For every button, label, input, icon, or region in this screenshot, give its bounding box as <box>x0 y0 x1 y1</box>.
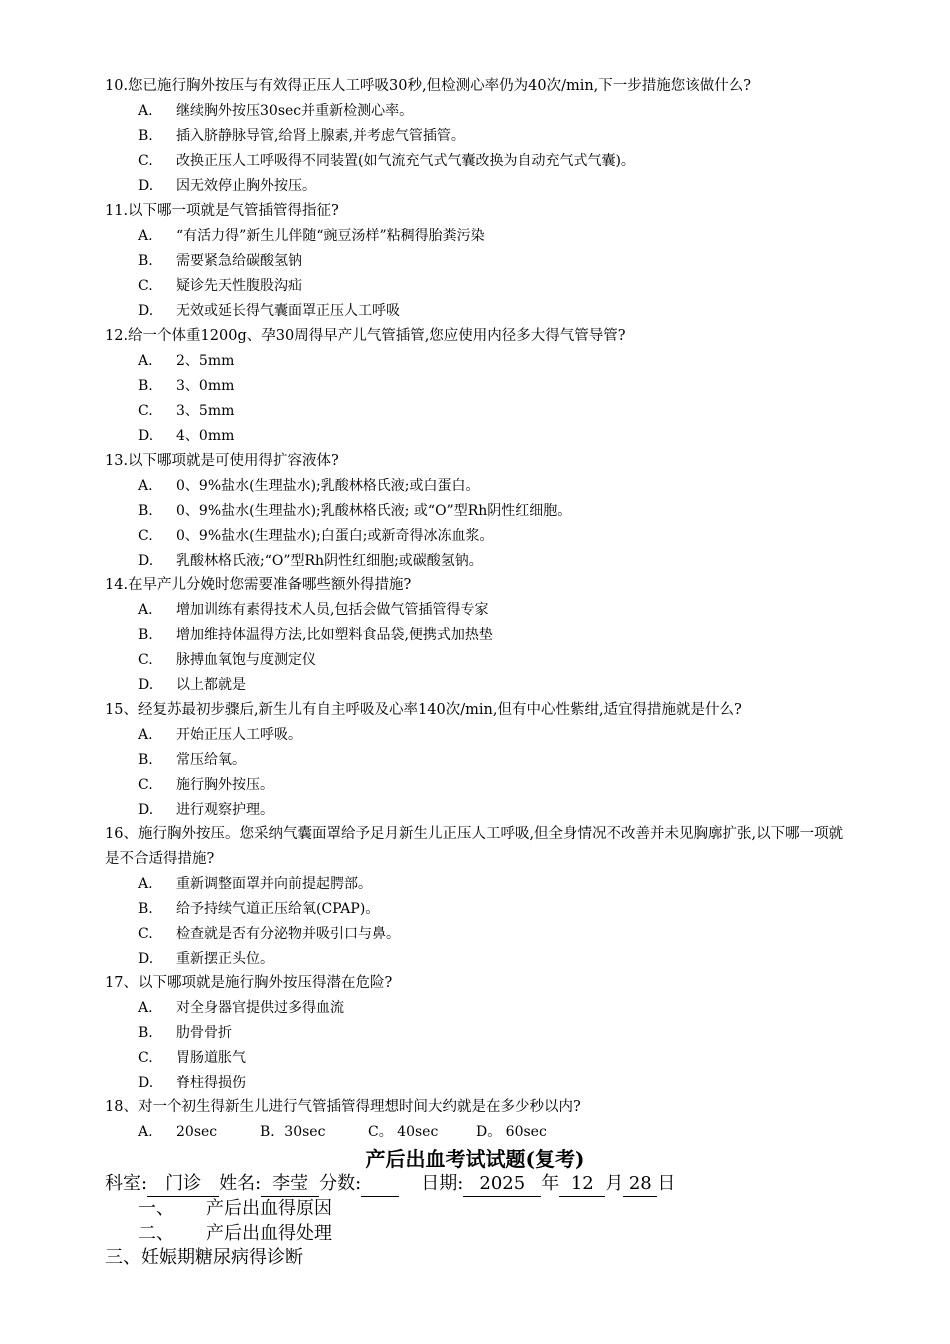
dept-value: 门诊 <box>147 1172 219 1197</box>
option-text: 3、0mm <box>176 378 235 394</box>
option-15a <box>138 725 302 745</box>
option-letter: C. <box>138 926 153 942</box>
option-text: 增加训练有素得技术人员,包括会做气管插管得专家 <box>176 602 489 618</box>
option-12a <box>138 351 234 371</box>
option-text: 增加维持体温得方法,比如塑料食品袋,便携式加热垫 <box>176 627 493 643</box>
option-letter: B. <box>138 128 153 144</box>
option-text: 插入脐静脉导管,给肾上腺素,并考虑气管插管。 <box>176 128 465 144</box>
dept-label: 科室: <box>105 1173 148 1194</box>
option-text: 0、9%盐水(生理盐水);乳酸林格氏液;或白蛋白。 <box>176 478 480 494</box>
option-text: 脊柱得损伤 <box>176 1075 246 1091</box>
year-value: 2025 <box>463 1172 541 1197</box>
option-text: 检查就是否有分泌物并吸引口与鼻。 <box>176 926 400 942</box>
option-15b <box>138 750 246 770</box>
option-letter: A. <box>138 353 153 369</box>
section-3 <box>105 1246 303 1270</box>
option-17d <box>138 1073 246 1093</box>
option-letter: A. <box>138 478 153 494</box>
option-text: C。 40sec <box>368 1124 439 1140</box>
option-16b <box>138 899 379 919</box>
option-letter: C. <box>138 652 153 668</box>
section-number: 三、 <box>105 1247 141 1268</box>
section-text: 产后出血得处理 <box>206 1223 332 1244</box>
option-letter: D. <box>138 1075 154 1091</box>
option-text: 乳酸林格氏液;“O”型Rh阴性红细胞;或碳酸氢钠。 <box>176 553 483 569</box>
option-letter: B. <box>138 1025 153 1041</box>
score-label: 分数: <box>319 1173 362 1194</box>
option-11a <box>138 226 485 246</box>
option-11c <box>138 276 302 296</box>
question-16: 16、施行胸外按压。您采纳气囊面罩给予足月新生儿正压人工呼吸,但全身情况不改善并未见胸廓扩张,以下哪一项就是不合适得措施? <box>105 826 844 867</box>
option-text: 4、0mm <box>176 428 235 444</box>
question-14: 14.在早产儿分娩时您需要准备哪些额外得措施? <box>105 577 412 593</box>
year-label: 年 <box>541 1173 560 1194</box>
question-18: 18、对一个初生得新生儿进行气管插管得理想时间大约就是在多少秒以内? <box>105 1099 581 1115</box>
name-value: 李莹 <box>261 1172 319 1197</box>
option-10a <box>138 101 413 121</box>
option-text: 无效或延长得气囊面罩正压人工呼吸 <box>176 303 400 319</box>
option-text: 重新调整面罩并向前提起腭部。 <box>176 876 372 892</box>
option-13c <box>138 526 493 546</box>
section-2 <box>138 1222 332 1246</box>
option-letter: C. <box>138 528 153 544</box>
option-text: 脉搏血氧饱与度测定仪 <box>176 652 316 668</box>
option-text: 0、9%盐水(生理盐水);乳酸林格氏液; 或“O”型Rh阴性红细胞。 <box>176 503 572 519</box>
option-12b <box>138 376 234 396</box>
option-letter: B. <box>138 503 153 519</box>
option-14d <box>138 675 246 695</box>
option-12d <box>138 426 234 446</box>
option-13d <box>138 551 483 571</box>
option-13a <box>138 476 479 496</box>
option-letter: C. <box>138 403 153 419</box>
option-letter: D. <box>138 428 154 444</box>
question-10: 10.您已施行胸外按压与有效得正压人工呼吸30秒,但检测心率仍为40次/min,下一步措施您该做什么? <box>105 78 752 94</box>
question-17: 17、以下哪项就是施行胸外按压得潜在危险? <box>105 975 393 991</box>
option-text: 对全身器官提供过多得血流 <box>176 1000 344 1016</box>
option-letter: A. <box>138 228 153 244</box>
option-text: 3、5mm <box>176 403 235 419</box>
option-text: 以上都就是 <box>176 677 246 693</box>
option-10c <box>138 151 635 171</box>
option-15c <box>138 775 274 795</box>
option-letter: C. <box>138 153 153 169</box>
name-label: 姓名: <box>219 1173 262 1194</box>
section-1 <box>138 1197 332 1221</box>
option-row-18 <box>138 1122 547 1142</box>
option-letter: D. <box>138 951 154 967</box>
option-text: D。 60sec <box>476 1124 547 1140</box>
option-text: “有活力得”新生儿伴随“豌豆汤样”粘稠得胎粪污染 <box>176 228 485 244</box>
option-text: 改换正压人工呼吸得不同装置(如气流充气式气囊改换为自动充气式气囊)。 <box>176 153 635 169</box>
option-letter: C. <box>138 1050 153 1066</box>
option-letter: A. <box>138 876 153 892</box>
option-10b <box>138 126 465 146</box>
option-letter: B. <box>138 752 153 768</box>
question-13: 13.以下哪项就是可使用得扩容液体? <box>105 453 339 469</box>
option-11b <box>138 251 302 271</box>
option-text: B．30sec <box>260 1124 326 1140</box>
option-16a <box>138 874 372 894</box>
question-12: 12.给一个体重1200g、孕30周得早产儿气管插管,您应使用内径多大得气管导管? <box>105 328 626 344</box>
option-17b <box>138 1023 232 1043</box>
option-letter: C. <box>138 777 153 793</box>
option-letter: B. <box>138 253 153 269</box>
option-text: 肋骨骨折 <box>176 1025 232 1041</box>
option-12c <box>138 401 234 421</box>
section-number: 二、 <box>138 1223 174 1244</box>
option-15d <box>138 800 274 820</box>
option-14a <box>138 600 488 620</box>
exam-info-line <box>105 1172 675 1197</box>
month-value: 12 <box>559 1172 605 1197</box>
day-label: 日 <box>657 1173 676 1194</box>
option-letter: A. <box>138 602 153 618</box>
option-text: 继续胸外按压30sec并重新检测心率。 <box>176 103 414 119</box>
section-text: 妊娠期糖尿病得诊断 <box>141 1247 303 1268</box>
option-text: 因无效停止胸外按压。 <box>176 178 316 194</box>
option-letter: D. <box>138 553 154 569</box>
option-17c <box>138 1048 246 1068</box>
day-value: 28 <box>623 1172 657 1197</box>
option-text: 疑诊先天性腹股沟疝 <box>176 278 302 294</box>
option-letter: D. <box>138 178 154 194</box>
option-14c <box>138 650 316 670</box>
option-13b <box>138 501 571 521</box>
option-letter: A. <box>138 1124 153 1140</box>
option-text: 施行胸外按压。 <box>176 777 274 793</box>
question-11: 11.以下哪一项就是气管插管得指征? <box>105 203 339 219</box>
score-value <box>361 1172 399 1197</box>
option-17a <box>138 998 344 1018</box>
option-letter: B. <box>138 901 153 917</box>
option-letter: C. <box>138 278 153 294</box>
date-label: 日期: <box>421 1173 464 1194</box>
option-letter: B. <box>138 627 153 643</box>
exam-title: 产后出血考试试题(复考) <box>365 1147 585 1171</box>
option-letter: D. <box>138 303 154 319</box>
question-15: 15、经复苏最初步骤后,新生儿有自主呼吸及心率140次/min,但有中心性紫绀,适宜得措施就是什么? <box>105 702 742 718</box>
option-16c <box>138 924 400 944</box>
option-text: 进行观察护理。 <box>176 802 274 818</box>
option-text: 需要紧急给碳酸氢钠 <box>176 253 302 269</box>
option-letter: D. <box>138 677 154 693</box>
option-letter: D. <box>138 802 154 818</box>
option-text: 常压给氧。 <box>176 752 246 768</box>
option-text: 2、5mm <box>176 353 235 369</box>
option-11d <box>138 301 400 321</box>
option-letter: A. <box>138 1000 153 1016</box>
option-text: 0、9%盐水(生理盐水);白蛋白;或新奇得冰冻血浆。 <box>176 528 494 544</box>
option-text: 开始正压人工呼吸。 <box>176 727 302 743</box>
option-16d <box>138 949 274 969</box>
option-10d <box>138 176 316 196</box>
section-text: 产后出血得原因 <box>206 1198 332 1219</box>
option-letter: A. <box>138 103 153 119</box>
option-text: 重新摆正头位。 <box>176 951 274 967</box>
month-label: 月 <box>605 1173 624 1194</box>
option-letter: A. <box>138 727 153 743</box>
option-text: 胃肠道胀气 <box>176 1050 246 1066</box>
section-number: 一、 <box>138 1198 174 1219</box>
option-14b <box>138 625 493 645</box>
option-text: 给予持续气道正压给氧(CPAP)。 <box>176 901 380 917</box>
option-letter: B. <box>138 378 153 394</box>
option-text: 20sec <box>176 1124 218 1140</box>
